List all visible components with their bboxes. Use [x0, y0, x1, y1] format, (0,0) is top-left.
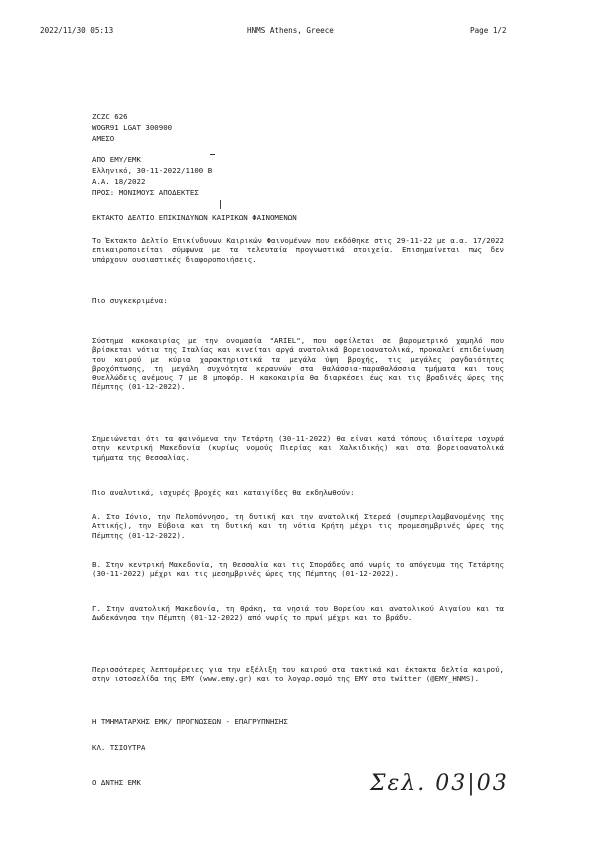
fax-datetime: 2022/11/30 05:13	[40, 26, 114, 35]
recipients: ΠΡΟΣ: ΜΟΝΙΜΟΥΣ ΑΠΟΔΕΚΤΕΣ	[92, 188, 199, 197]
region-item-g: Γ. Στην ανατολική Μακεδονία, τη Θράκη, τα νησιά του Βορείου και ανατολικού Αιγαίου και τα Δωδεκάνησα την Πέμπτη (01-12-2022) από νωρίς το πρωί μέχρι και το βράδυ.	[92, 604, 504, 623]
header-code-zczc: ZCZC 626	[92, 112, 128, 121]
sender-reference: Α.Α. 18/2022	[92, 177, 146, 186]
intro-paragraph: Το Έκτακτο Δελτίο Επικίνδυνων Καιρικών Φαινομένων που εκδόθηκε στις 29-11-22 με α.α. 17/2022 επικαιροποιείται σύμφωνα με τα τελευταία προγνωστικά στοιχεία. Επισημαίνεται πως δεν υπάρχουν ουσιαστικές διαφοροποιήσεις.	[92, 236, 504, 264]
fax-station: HNMS Athens, Greece	[247, 26, 334, 35]
system-paragraph: Σύστημα κακοκαιρίας με την ονομασία "ARIEL", που οφείλεται σε βαρομετρικό χαμηλό που βρίσκεται νότια της Ιταλίας και κινείται αργά ανατολικά βορειοανατολικά, προκαλεί επιδείνωση του καιρού με κύρια χαρακτηριστικά τα μεγάλα ύψη βροχής, τις μεγάλες ραγδαιότητες βροχόπτωσης, τη μεγάλη συχνότητα κεραυνών στα θαλάσσια-παραθαλάσσια τμήματα και τους θυελλώδεις ανέμους 7 με 8 μποφόρ. Η κακοκαιρία θα διαρκέσει έως και τις βραδινές ώρες της Πέμπτης (01-12-2022).	[92, 336, 504, 392]
fax-transmission-header	[0, 0, 595, 40]
bulletin-title: ΕΚΤΑΚΤΟ ΔΕΛΤΙΟ ΕΠΙΚΙΝΔΥΝΩΝ ΚΑΙΡΙΚΩΝ ΦΑΙΝΟΜΕΝΩΝ	[92, 213, 297, 222]
region-item-b: Β. Στην κεντρική Μακεδονία, τη Θεσσαλία και τις Σποράδες από νωρίς το απόγευμα της Τετάρτης (30-11-2022) μέχρι και τις μεσημβρινές ώρες της Πέμπτης (01-12-2022).	[92, 560, 504, 579]
fax-mark	[220, 200, 221, 209]
director-title: Ο ΔΝΤΗΣ ΕΜΚ	[92, 778, 141, 787]
header-code-wmo: WOGR91 LGAT 300900	[92, 123, 173, 132]
fax-mark	[210, 154, 215, 155]
fax-page-number: Page 1/2	[470, 26, 507, 35]
signature-department: Η ΤΜΗΜΑΤΑΡΧΗΣ ΕΜΚ/ ΠΡΟΓΝΩΣΕΩΝ - ΕΠΑΓΡΥΠΝΗΣΗΣ	[92, 717, 288, 726]
note-paragraph: Σημειώνεται ότι τα φαινόμενα την Τετάρτη (30-11-2022) θα είναι κατά τόπους ιδιαίτερα ισχυρά στην κεντρική Μακεδονία (κυρίως νομούς Πιερίας και Χαλκιδικής) και στα βορειοανατολικά τμήματα της Θεσσαλίας.	[92, 434, 504, 462]
more-specifically-heading: Πιο συγκεκριμένα:	[92, 296, 168, 305]
more-info-paragraph: Περισσότερες λεπτομέρειες για την εξέλιξη του καιρού στα τακτικά και έκτακτα δελτία καιρού, στην ιστοσελίδα της ΕΜΥ (www.emy.gr) και το λογαρ.σσμό της ΕΜΥ στο twitter (@EMY_HNMS).	[92, 665, 504, 684]
sender-from: ΑΠΟ ΕΜΥ/ΕΜΚ	[92, 155, 141, 164]
sender-date: Ελληνικό, 30-11-2022/1100 Β	[92, 166, 213, 175]
header-code-priority: ΑΜΕΣΟ	[92, 134, 115, 143]
detail-intro: Πιο αναλυτικά, ισχυρές βροχές και καταιγίδες θα εκδηλωθούν:	[92, 488, 355, 497]
region-item-a: Α. Στο Ιόνιο, την Πελοπόννησο, τη δυτική και την ανατολική Στερεά (συμπεριλαμβανομένης της Αττικής), την Εύβοια και τη δυτική και τη νότια Κρήτη μέχρι τις προμεσημβρινές ώρες της Πέμπτης (01-12-2022).	[92, 512, 504, 540]
signature-name: ΚΛ. ΤΣΙΟΥΤΡΑ	[92, 743, 146, 752]
handwritten-page-note: Σελ. 03|03	[370, 771, 509, 796]
